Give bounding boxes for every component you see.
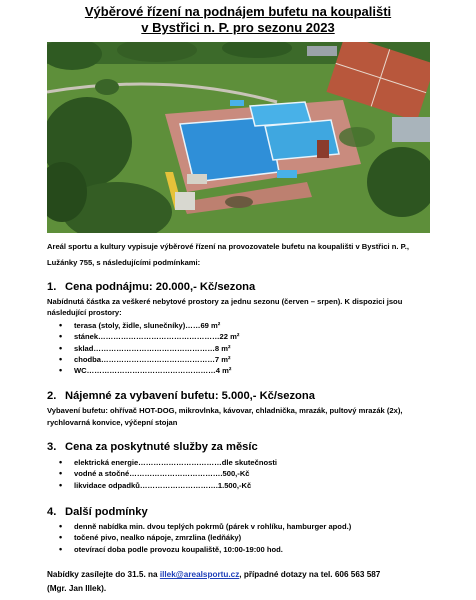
services-list	[58, 457, 277, 491]
space-list	[58, 320, 239, 376]
list-item: • chodba………………………………………7 m²	[58, 354, 239, 365]
section-number: 3.	[47, 441, 57, 453]
contact-person: (Mgr. Jan Illek).	[47, 584, 107, 593]
intro-line-1: Areál sportu a kultury vypisuje výběrové řízení na provozovatele bufetu na koupališti v Bystřici n. P.,	[47, 242, 409, 251]
section-2-heading	[47, 389, 315, 403]
list-item: • otevírací doba podle provozu koupaliště, 10:00-19:00 hod.	[58, 544, 351, 555]
section-number: 2.	[47, 390, 57, 402]
contact-line	[47, 568, 447, 582]
section-2-description-line-2: rychlovarná konvice, výčepní stojan	[47, 418, 178, 427]
section-2-description-line-1: Vybavení bufetu: ohřívač HOT-DOG, mikrovlnka, kávovar, chladnička, mrazák, pultový mrazák (2x),	[47, 406, 403, 415]
contact-phone-text: , případné dotazy na tel. 606 563 587	[239, 570, 381, 579]
page-title-line-1: Výběrové řízení na podnájem bufetu na koupališti	[84, 4, 392, 19]
list-item: • točené pivo, nealko nápoje, zmrzlina (ledňáky)	[58, 532, 351, 543]
list-item: • WC……………………………………………4 m²	[58, 365, 239, 376]
conditions-list	[58, 521, 351, 555]
swimming-pool-aerial-photo	[47, 42, 430, 233]
list-item: • likvidace odpadků………………………….1.500,-Kč	[58, 480, 277, 491]
list-item: • elektrická energie……………………………dle skutečnosti	[58, 457, 277, 468]
section-title: Další podmínky	[65, 506, 148, 518]
section-1-description-line-1: Nabídnutá částka za veškeré nebytové prostory za jednu sezonu (červen – srpen). K dispozici jsou	[47, 297, 403, 306]
list-item: • denně nabídka min. dvou teplých pokrmů (párek v rohlíku, hamburger apod.)	[58, 521, 351, 532]
section-title: Cena za poskytnuté služby za měsíc	[65, 441, 258, 453]
section-4-heading	[47, 505, 148, 519]
page-title-line-2: v Bystřici n. P. pro sezonu 2023	[141, 20, 335, 35]
list-item: • stánek…………………………………………22 m²	[58, 331, 239, 342]
list-item: • vodné a stočné……………………………….500,-Kč	[58, 468, 277, 479]
section-title: Cena podnájmu: 20.000,- Kč/sezona	[65, 281, 256, 293]
section-title: Nájemné za vybavení bufetu: 5.000,- Kč/sezona	[65, 390, 315, 402]
section-3-heading	[47, 440, 258, 454]
section-number: 1.	[47, 281, 57, 293]
email-link[interactable]: illek@arealsportu.cz	[159, 570, 240, 579]
section-number: 4.	[47, 506, 57, 518]
list-item: • sklad…………………………………………8 m²	[58, 343, 239, 354]
section-1-heading	[47, 280, 255, 294]
contact-text: Nabídky zasílejte do 31.5. na	[47, 570, 160, 579]
intro-line-2: Lužánky 755, s následujícími podmínkami:	[47, 258, 201, 267]
list-item: • terasa (stoly, židle, slunečníky)……69 m²	[58, 320, 239, 331]
section-1-description-line-2: následující prostory:	[47, 308, 122, 317]
